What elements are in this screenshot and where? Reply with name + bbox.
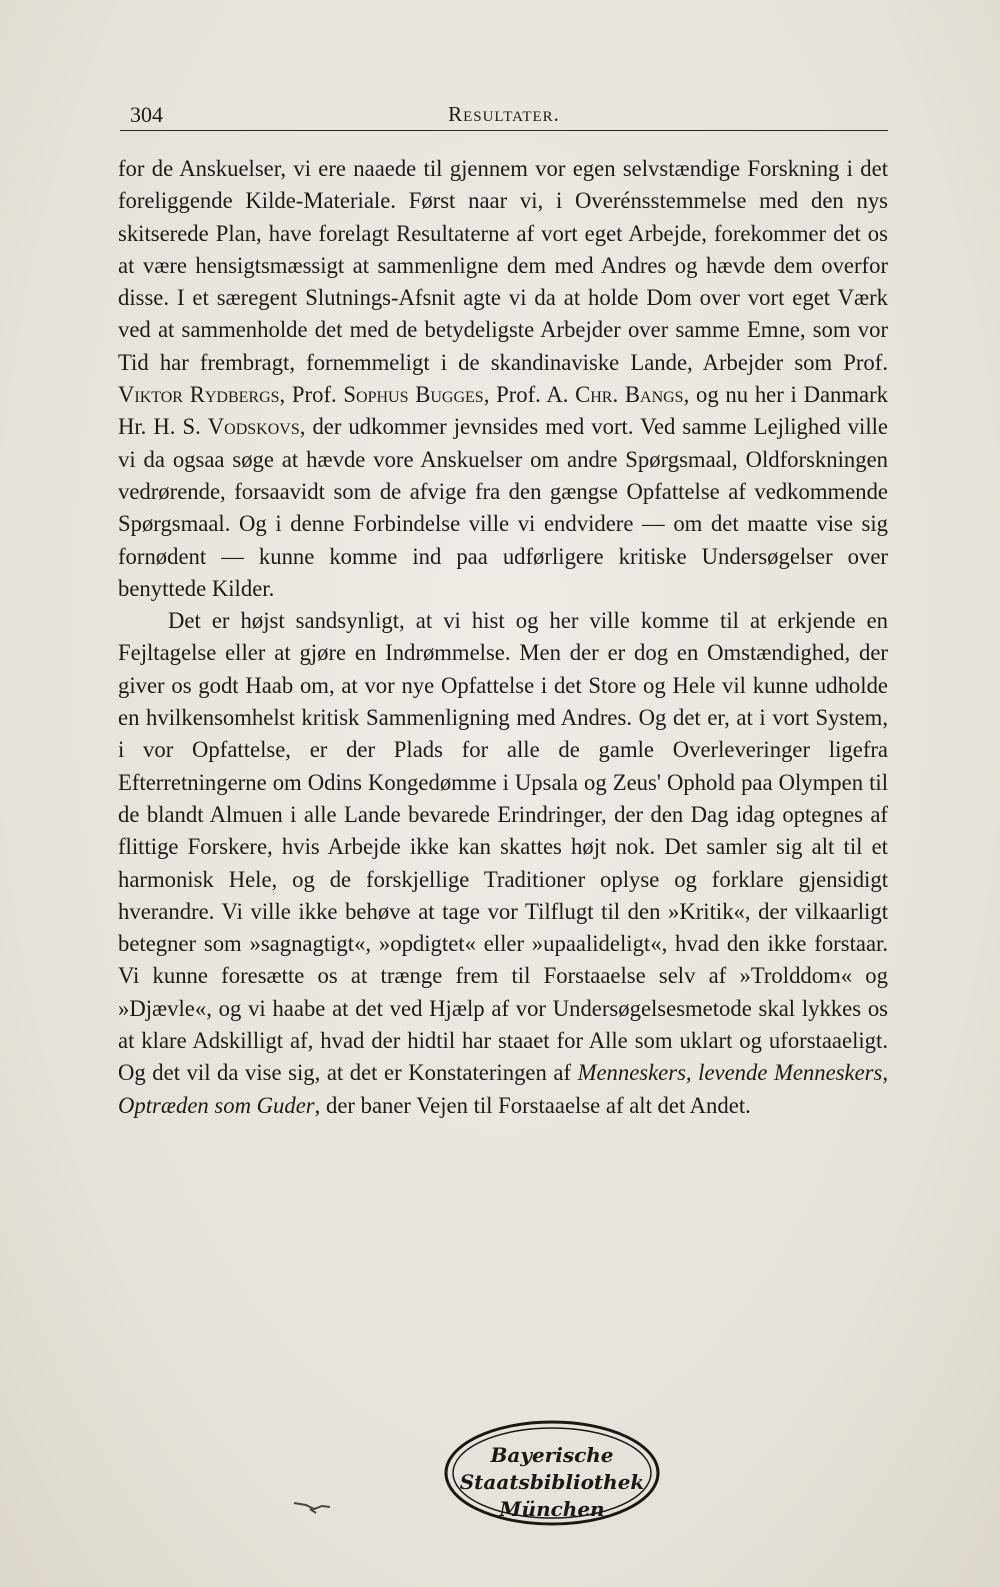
paragraph: [118, 153, 888, 605]
author-name: Sophus Bugges: [343, 382, 484, 408]
text-run: , Prof.: [279, 382, 344, 408]
emphasis-text: Menneskers, levende Menneskers, Optræden som Guder: [118, 1060, 888, 1118]
text-run: , og nu her i Danmark Hr. H. S.: [118, 382, 888, 440]
text-run: Det er højst sandsynligt, at vi hist og her ville komme til at erkjende en Fejltagelse eller at gjøre en Indrømmelse. Men der er dog en Omstændighed, der giver os godt Haab om, at vor nye Opfattelse i det Store og Hele vil kunne udholde en hvilkensomhelst kritisk Sammenligning med Andres. Og det er, at i vort System, i vor Opfattelse, er der Plads for alle de gamle Overleveringer ligefra Efterretningerne om Odins Kongedømme i Upsala og Zeus' Ophold paa Olympen til de blandt Almuen i alle Lande bevarede Erindringer, der den Dag idag optegnes af flittige Forskere, hvis Arbejde ikke kan skattes højt nok. Det samler sig alt til et harmonisk Hele, og de forskjellige Traditioner oplyse og forklare gjensidigt hverandre. Vi ville ikke behøve at tage vor Tilflugt til den »Kritik«, der vilkaarligt betegner som »sagnagtigt«, »opdigtet« eller »upaalideligt«, hvad den ikke forstaar. Vi kunne foresætte os at trænge frem til Forstaaelse selv af »Trolddom« og »Djævle«, og vi haabe at det ved Hjælp af vor Undersøgelsesmetode skal lykkes os at klare Adskilligt af, hvad der hidtil har staaet for Alle som uklart og uforstaaeligt. Og det vil da vise sig, at det er Konstateringen af: [118, 608, 888, 1086]
text-run: , der baner Vejen til Forstaaelse af alt det Andet.: [314, 1092, 751, 1118]
stamp-line: Staatsbibliothek: [459, 1470, 645, 1494]
running-head: Resultater.: [448, 102, 560, 126]
author-name: Chr. Bangs: [575, 382, 684, 408]
text-run: , der udkommer jevnsides med vort. Ved samme Lejlighed ville vi da ogsaa søge at hævde vore Anskuelser om andre Spørgsmaal, Oldforskningen vedrørende, forsaavidt som de afvige fra den gængse Opfattelse af vedkommende Spørgsmaal. Og i denne Forbindelse ville vi endvidere — om det maatte vise sig fornødent — kunne komme ind paa udførligere kritiske Undersøgelser over benyttede Kilder.: [118, 414, 888, 601]
stamp-text: [442, 1442, 662, 1523]
stamp-line: Bayerische: [490, 1443, 614, 1467]
library-stamp: [442, 1418, 662, 1528]
page-number: 304: [130, 102, 163, 127]
text-run: , Prof. A.: [483, 382, 576, 408]
author-name: Viktor Rydbergs: [118, 382, 280, 408]
stamp-line: München: [499, 1497, 605, 1521]
ink-smudge-icon: [292, 1497, 332, 1515]
author-name: Vodskovs: [207, 414, 300, 440]
page-header: [120, 100, 888, 131]
text-run: for de Anskuelser, vi ere naaede til gjennem vor egen selvstændige Forskning i det foreliggende Kilde-Materiale. Først naar vi, i Overénsstemmelse med den nys skitserede Plan, have forelagt Resultaterne af vort eget Arbejde, forekommer det os at være hensigtsmæssigt at sammenligne dem med Andres og hævde dem overfor disse. I et særegent Slutnings-Afsnit agte vi da at holde Dom over vort eget Værk ved at sammenholde det med de betydeligste Arbejder over samme Emne, som vor Tid har frembragt, fornemmeligt i de skandinaviske Lande, Arbejder som Prof.: [118, 156, 888, 375]
body-text: [118, 153, 888, 1122]
paragraph: [118, 605, 888, 1122]
